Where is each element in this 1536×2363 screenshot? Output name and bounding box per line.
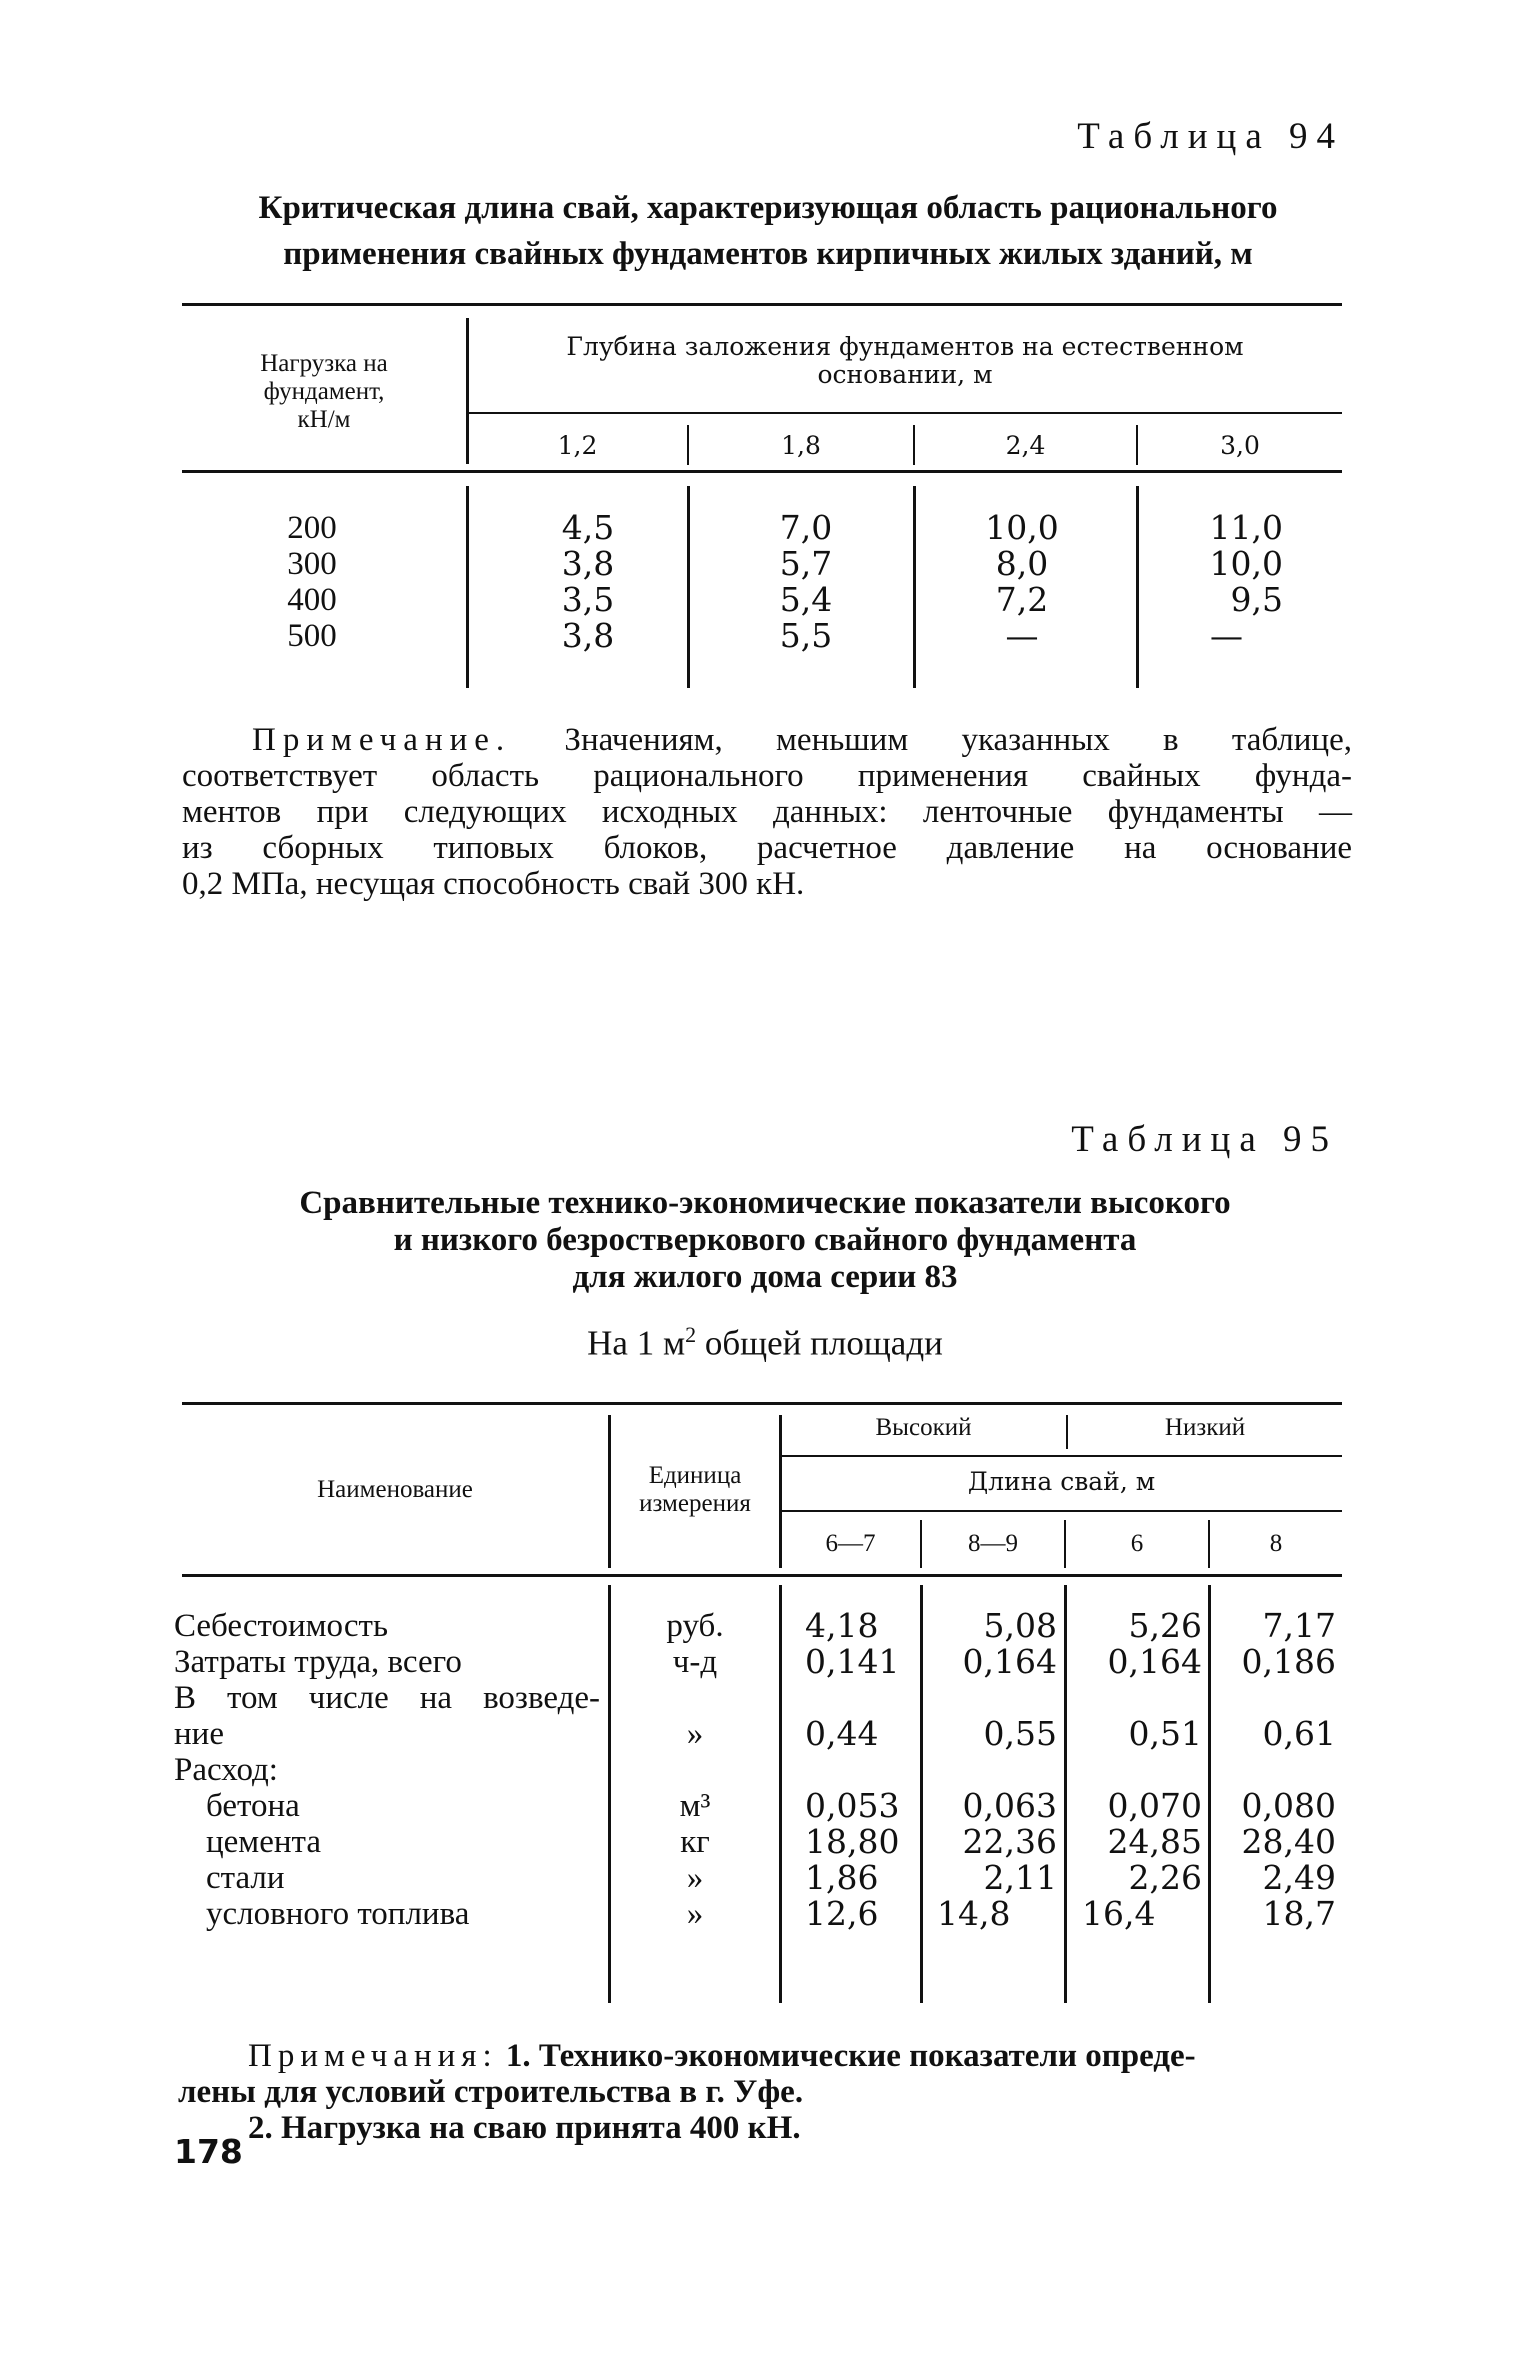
table-94-depth-3: 2,4: [1005, 431, 1046, 460]
table-94-note: Примечание. Значениям, меньшим указанных в таблице, соответствует область рационального применения свайных фунда- ментов при следующих исходных данных: ленточные фундаменты — из сборных типовых блоков, расчетное давление на основание 0,2 МПа, несущая способность свай 300 кН.: [182, 722, 1352, 902]
table-94-header-bottom-rule: [182, 470, 1342, 473]
table-95-length-2: 8—9: [968, 1530, 1018, 1557]
table-94-column-2-4: 10,0 8,0 7,2 —: [985, 508, 1059, 655]
table-95-length-1: 6—7: [825, 1530, 876, 1557]
table-95-column-low-8: 7,17 0,186 0,61 0,080 28,40 2,49 18,7: [1241, 1606, 1336, 1933]
table-94-depth-1: 1,2: [557, 431, 598, 460]
table-95-units-column: руб. ч-д » м³ кг » »: [666, 1608, 724, 1932]
table-95-vrule: [1208, 1585, 1211, 2003]
table-95-length-3: 6: [1130, 1530, 1144, 1557]
table-95-title: Сравнительные технико-экономические показатели высокого и низкого безростверкового свайного фундамента для жилого дома серии 83: [299, 1185, 1231, 1295]
notes-label: Примечания:: [248, 2038, 498, 2074]
table-95-header-high: Высокий: [875, 1414, 972, 1441]
table-94-label: Таблица 94: [1077, 116, 1344, 157]
table-95-header-length: Длина свай, м: [967, 1467, 1156, 1496]
table-95-column-low-6: 5,26 0,164 0,51 0,070 24,85 2,26 16,4: [1082, 1606, 1202, 1933]
table-94-column-3-0: 11,0 10,0 9,5 —: [1209, 508, 1283, 655]
table-95-top-rule: [182, 1402, 1342, 1405]
table-95-header-unit: Единица измерения: [639, 1462, 751, 1517]
table-95-names-column: Себестоимость Затраты труда, всего В том числе на возведе- ние Расход: бетона цемента стали условного топлива: [174, 1608, 600, 1932]
page-number: 178: [174, 2132, 243, 2171]
table-95-header-low: Низкий: [1164, 1414, 1246, 1441]
table-95-column-high-6-7: 4,18 0,141 0,44 0,053 18,80 1,86 12,6: [805, 1606, 900, 1933]
table-95-header-name: Наименование: [317, 1476, 473, 1503]
table-95-header-rule: [781, 1455, 1342, 1457]
table-95-length-4: 8: [1269, 1530, 1283, 1557]
table-94-depth-2: 1,8: [781, 431, 821, 460]
table-94-vrule: [1136, 486, 1139, 688]
table-94-column-1-2: 4,5 3,8 3,5 3,8: [561, 508, 615, 655]
table-94-header-depth: Глубина заложения фундаментов на естественном основании, м: [566, 332, 1244, 389]
table-95-unit-note: На 1 $м^2$ общей площади: [587, 1322, 943, 1363]
table-95-vrule: [1064, 1585, 1067, 2003]
table-95-label: Таблица 95: [1071, 1119, 1338, 1160]
table-94-header-load: Нагрузка на фундамент, кН/м: [260, 350, 388, 433]
table-95-notes: Примечания: 1. Технико-экономические показатели опреде- лены для условий строительства в г. Уфе. 2. Нагрузка на сваю принята 400 кН.: [178, 2038, 1196, 2146]
table-94-vrule: [687, 486, 690, 688]
note-label: Примечание.: [252, 722, 512, 758]
table-94-header-rule: [468, 412, 1342, 414]
table-94-vrule: [913, 486, 916, 688]
table-95-vrule: [779, 1585, 782, 2003]
table-94-top-rule: [182, 303, 1342, 306]
table-95-vrule: [920, 1585, 923, 2003]
table-94-title: Критическая длина свай, характеризующая область рационального применения свайных фундаментов кирпичных жилых зданий, м: [258, 190, 1278, 272]
table-94-depth-4: 3,0: [1220, 431, 1260, 460]
table-94-vrule: [466, 486, 469, 688]
table-95-column-high-8-9: 5,08 0,164 0,55 0,063 22,36 2,11 14,8: [937, 1606, 1057, 1933]
table-95-header-rule: [781, 1510, 1342, 1512]
table-94-column-1-8: 7,0 5,7 5,4 5,5: [779, 508, 833, 655]
table-94-loads-column: 200 300 400 500: [287, 510, 337, 654]
table-95-header-bottom-rule: [182, 1574, 1342, 1577]
